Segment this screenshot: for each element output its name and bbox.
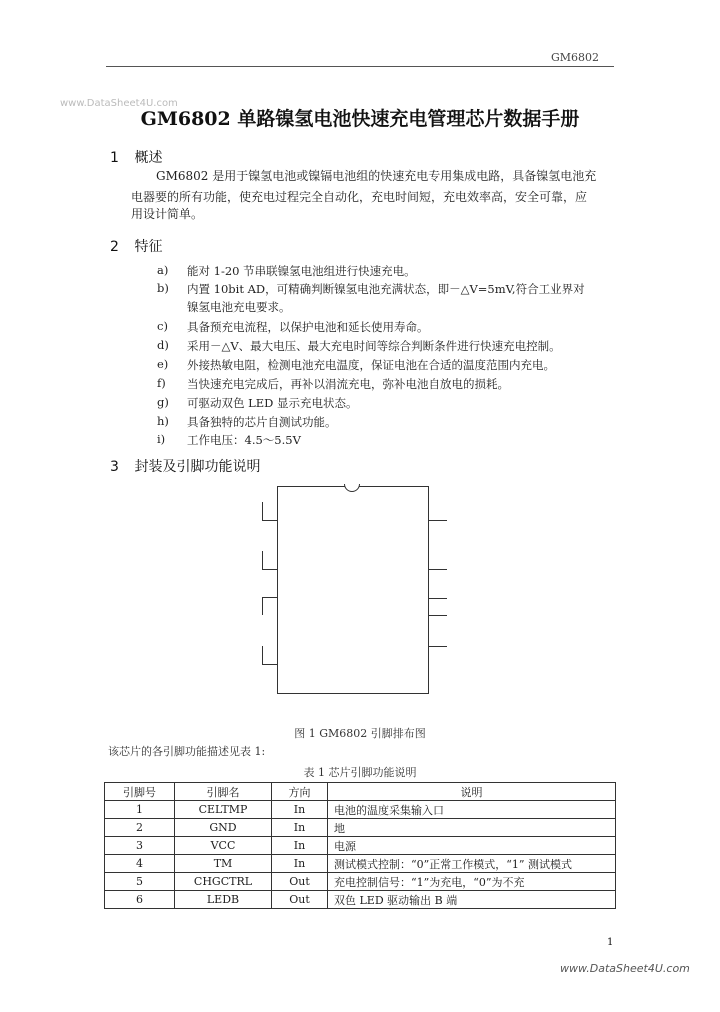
feature-item: [157, 299, 617, 315]
table-cell: CHGCTRL: [175, 873, 272, 891]
feature-text: 内置 10bit AD，可精确判断镍氢电池充满状态，即－△V=5mV,符合工业界对: [187, 282, 585, 296]
table-row: [105, 837, 616, 855]
table-intro: 该芯片的各引脚功能描述见表 1:: [108, 745, 266, 758]
pin-right-3: [429, 598, 447, 599]
feature-text: 能对 1-20 节串联镍氢电池组进行快速充电。: [187, 264, 416, 278]
document-title: GM6802 单路镍氢电池快速充电管理芯片数据手册: [140, 108, 580, 130]
feature-item: [157, 376, 617, 392]
feature-text: 当快速充电完成后，再补以涓流充电，弥补电池自放电的损耗。: [187, 377, 509, 391]
feature-item: [157, 338, 617, 354]
feature-item: [157, 414, 617, 430]
table-cell: 电源: [328, 837, 616, 855]
table-header-cell: 引脚号: [105, 783, 175, 801]
table-header-row: [105, 783, 616, 801]
pin-right-2: [429, 569, 447, 570]
table-cell: 1: [105, 801, 175, 819]
table-cell: 地: [328, 819, 616, 837]
feature-item: [157, 319, 617, 335]
table-cell: LEDB: [175, 891, 272, 909]
feature-item: [157, 281, 617, 297]
section1-heading: [110, 147, 162, 167]
section2-number: 2: [110, 239, 119, 255]
table-cell: 5: [105, 873, 175, 891]
header-rule: [106, 66, 614, 67]
table-cell: CELTMP: [175, 801, 272, 819]
feature-label: b): [157, 281, 169, 295]
feature-item: [157, 395, 617, 411]
feature-label: e): [157, 357, 169, 371]
feature-text: 外接热敏电阻，检测电池充电温度，保证电池在合适的温度范围内充电。: [187, 358, 555, 372]
section3-number: 3: [110, 459, 119, 475]
pin-left-2-lead: [262, 551, 263, 569]
table-header-cell: 引脚名: [175, 783, 272, 801]
table-cell: In: [272, 855, 328, 873]
header-watermark: www.DataSheet4U.com: [60, 98, 178, 109]
pin-left-4: [262, 664, 278, 665]
table-cell: Out: [272, 873, 328, 891]
pin-left-3-lead: [262, 597, 263, 615]
section3-title: 封装及引脚功能说明: [134, 459, 261, 475]
section1-line-1: GM6802 是用于镍氢电池或镍镉电池组的快速充电专用集成电路，具备镍氢电池充: [156, 169, 597, 183]
table-cell: GND: [175, 819, 272, 837]
header-code: GM6802: [550, 51, 599, 64]
feature-label: f): [157, 376, 166, 390]
feature-label: c): [157, 319, 168, 333]
pin-function-table: [104, 782, 616, 909]
table-cell: In: [272, 819, 328, 837]
table-row: [105, 819, 616, 837]
figure-caption: 图 1 GM6802 引脚排布图: [294, 727, 426, 740]
table-cell: Out: [272, 891, 328, 909]
feature-label: d): [157, 338, 169, 352]
table-cell: 3: [105, 837, 175, 855]
feature-text: 具备独特的芯片自测试功能。: [187, 415, 337, 429]
table-cell: VCC: [175, 837, 272, 855]
section1-line-2: 电器要的所有功能，使充电过程完全自动化，充电时间短，充电效率高，安全可靠，应: [131, 190, 588, 204]
feature-item: [157, 263, 617, 279]
chip-package-outline: [277, 486, 429, 694]
table-header-cell: 说明: [328, 783, 616, 801]
feature-text: 采用－△V、最大电压、最大充电时间等综合判断条件进行快速充电控制。: [187, 339, 561, 353]
feature-label: h): [157, 414, 169, 428]
table-cell: 4: [105, 855, 175, 873]
footer-watermark: www.DataSheet4U.com: [560, 962, 690, 975]
page-number: 1: [607, 937, 614, 948]
table-cell: TM: [175, 855, 272, 873]
feature-text: 镍氢电池充电要求。: [187, 300, 291, 314]
pin-right-5: [429, 646, 447, 647]
table-cell: 双色 LED 驱动输出 B 端: [328, 891, 616, 909]
pin-right-4: [429, 615, 447, 616]
pin-left-1-lead: [262, 502, 263, 520]
feature-text: 可驱动双色 LED 显示充电状态。: [187, 396, 358, 410]
table-row: [105, 855, 616, 873]
table-cell: 2: [105, 819, 175, 837]
section2-heading: [110, 236, 162, 256]
table-row: [105, 873, 616, 891]
feature-label: g): [157, 395, 169, 409]
pin-left-3: [262, 597, 278, 598]
table-row: [105, 891, 616, 909]
section1-line-3: 用设计简单。: [131, 207, 204, 221]
table-cell: In: [272, 837, 328, 855]
feature-text: 具备预充电流程，以保护电池和延长使用寿命。: [187, 320, 429, 334]
table-cell: 充电控制信号：“1”为充电，“0”为不充: [328, 873, 616, 891]
table-cell: 6: [105, 891, 175, 909]
chip-notch: [344, 476, 360, 492]
feature-label: i): [157, 432, 166, 446]
table-caption: 表 1 芯片引脚功能说明: [303, 766, 417, 779]
table-row: [105, 801, 616, 819]
feature-text: 工作电压：4.5～5.5V: [187, 433, 301, 447]
table-cell: 电池的温度采集输入口: [328, 801, 616, 819]
pin-left-2: [262, 569, 278, 570]
feature-item: [157, 432, 617, 448]
pin-left-4-lead: [262, 646, 263, 664]
pin-left-1: [262, 520, 278, 521]
table-cell: In: [272, 801, 328, 819]
section1-number: 1: [110, 150, 119, 166]
feature-label: a): [157, 263, 169, 277]
pin-right-1: [429, 520, 447, 521]
section1-title: 概述: [134, 150, 163, 166]
section3-heading: [110, 456, 260, 476]
table-header-cell: 方向: [272, 783, 328, 801]
section2-title: 特征: [134, 239, 163, 255]
table-cell: 测试模式控制：“0”正常工作模式，“1” 测试模式: [328, 855, 616, 873]
feature-item: [157, 357, 617, 373]
